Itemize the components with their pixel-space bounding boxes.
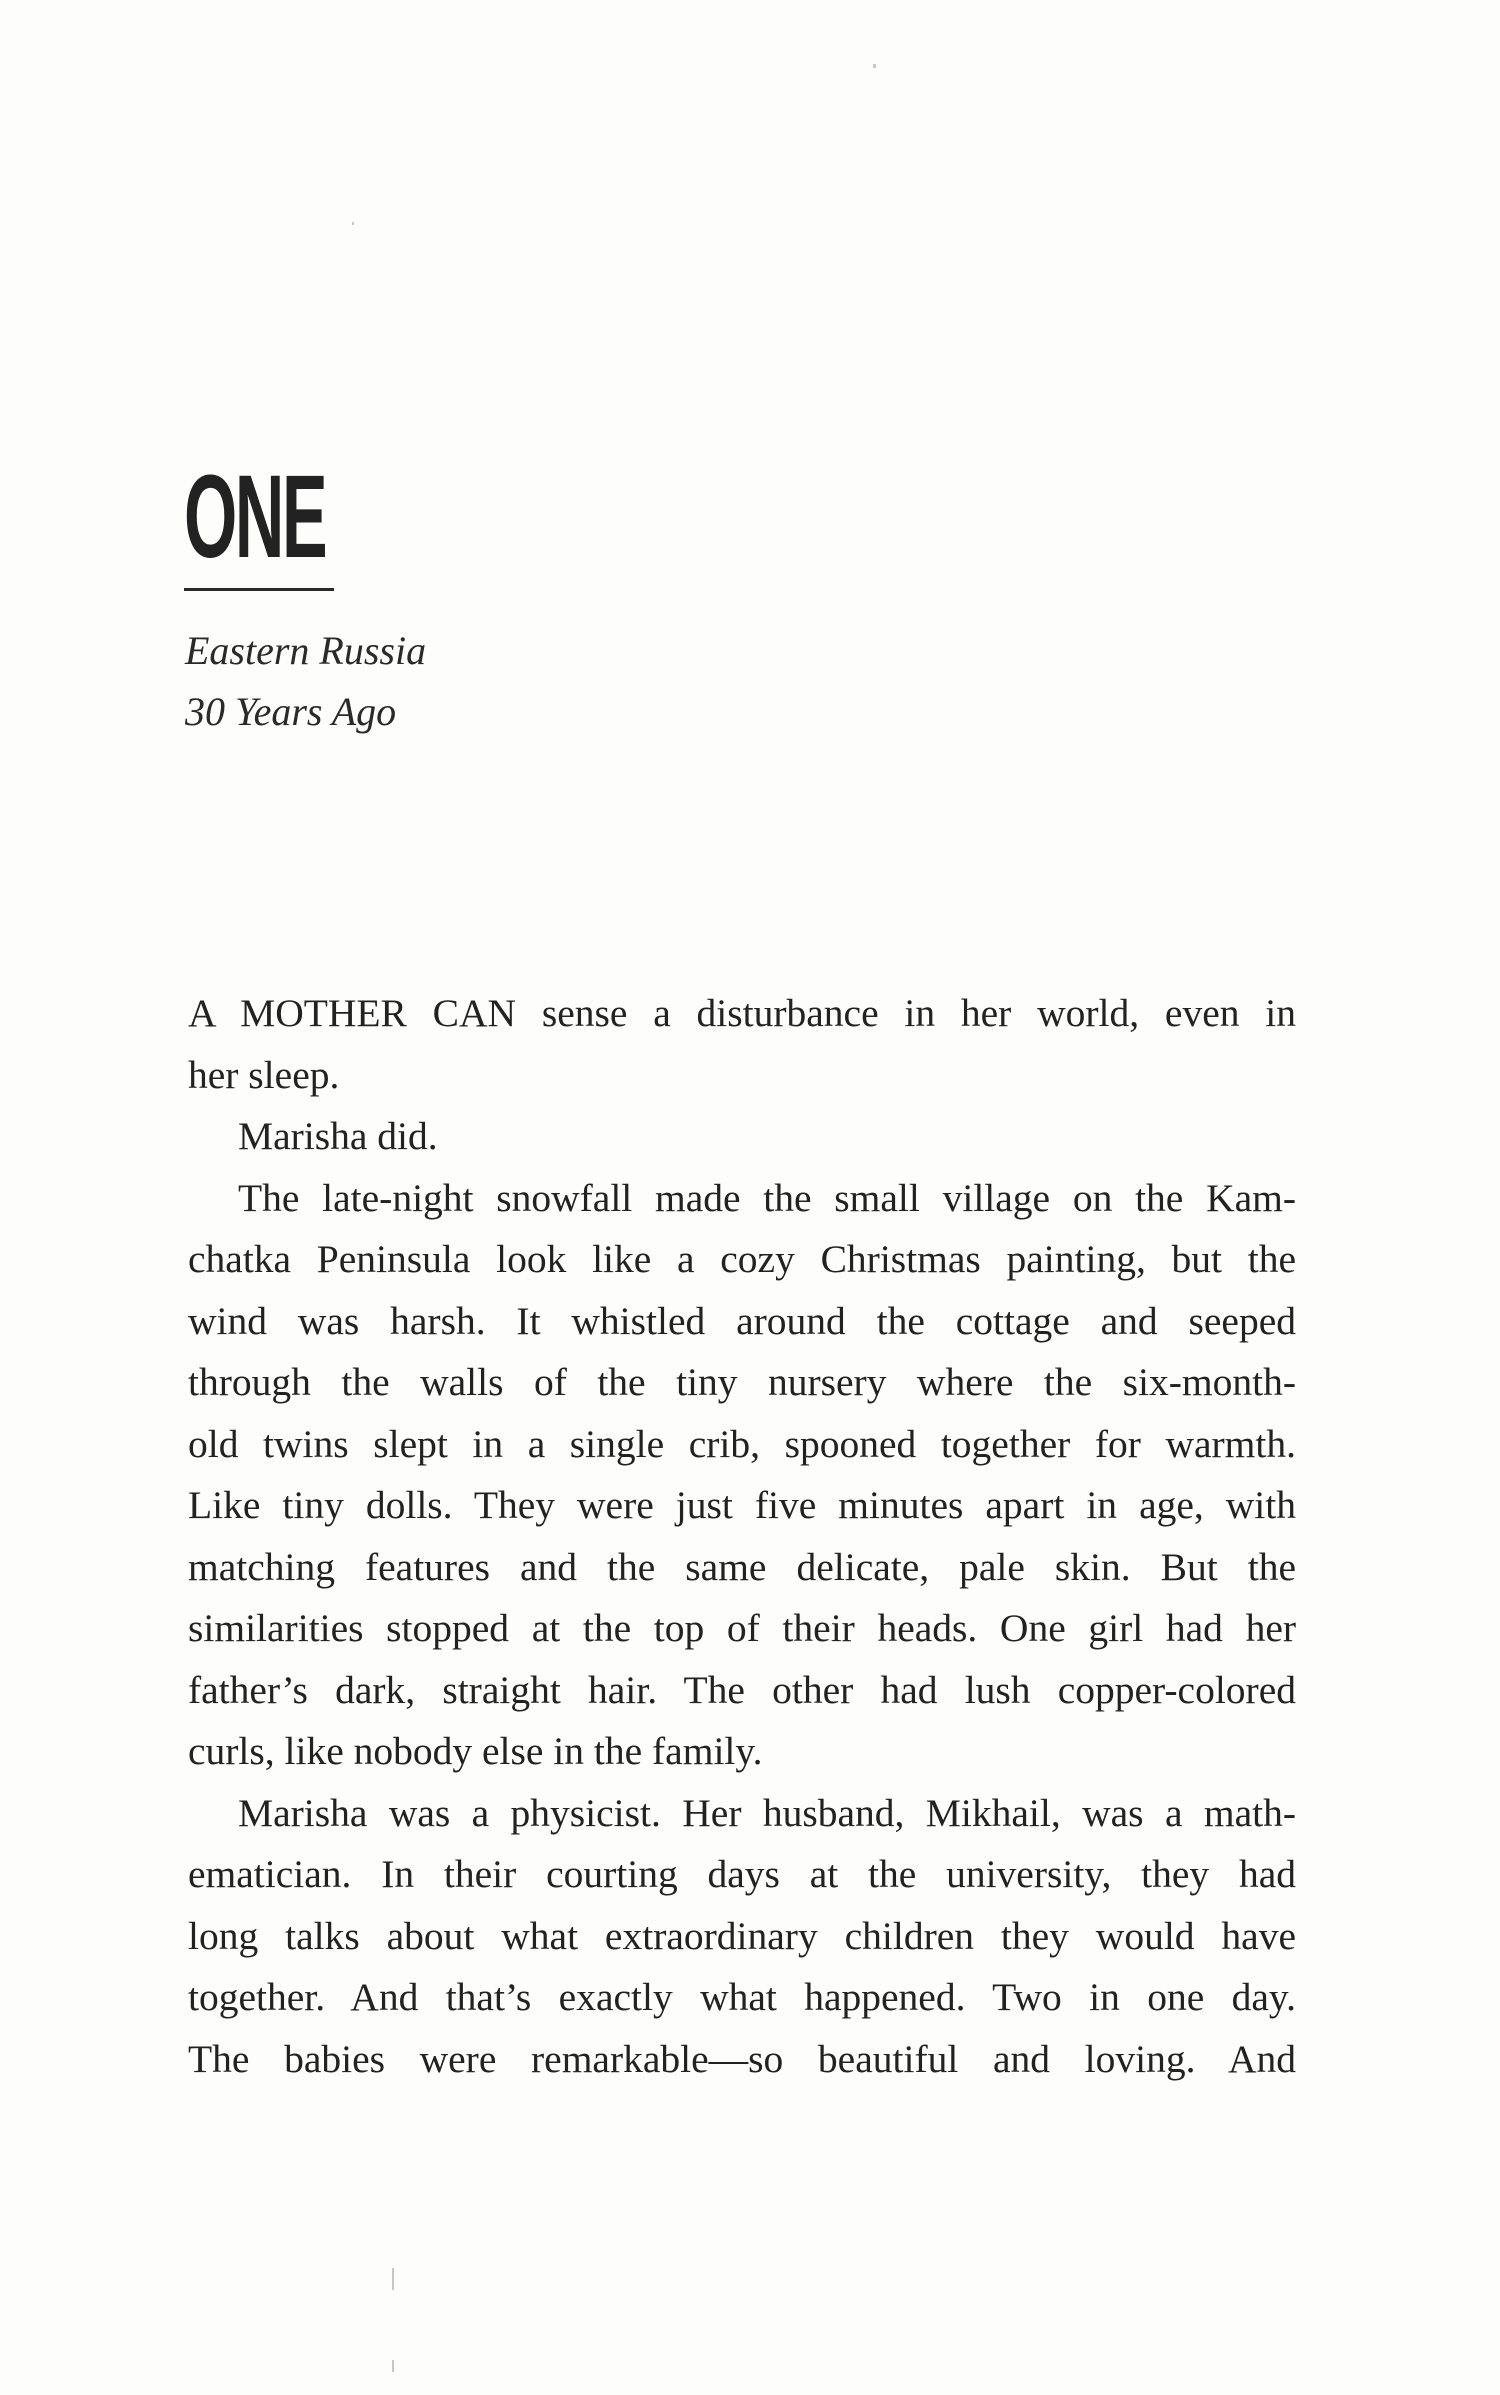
dateline bbox=[185, 620, 426, 742]
chapter-number: ONE bbox=[184, 451, 326, 583]
body-text bbox=[188, 983, 1296, 2090]
body-line: old twins slept in a single crib, spooned together for warmth. bbox=[188, 1421, 1296, 1466]
body-line: A MOTHER CAN sense a disturbance in her world, even in bbox=[188, 991, 1296, 1035]
chapter-rule bbox=[184, 588, 334, 591]
body-line: chatka Peninsula look like a cozy Christmas painting, but the bbox=[188, 1237, 1296, 1281]
body-line: through the walls of the tiny nursery where the six-month- bbox=[188, 1360, 1296, 1404]
body-line: together. And that’s exactly what happened. Two in one day. bbox=[188, 1975, 1296, 2019]
body-line: matching features and the same delicate, pale skin. But the bbox=[188, 1544, 1296, 1589]
body-line: similarities stopped at the top of their heads. One girl had her bbox=[188, 1606, 1296, 1650]
dateline-time: 30 Years Ago bbox=[185, 689, 397, 734]
body-line: Marisha did. bbox=[238, 1114, 438, 1158]
body-line: father’s dark, straight hair. The other had lush copper-colored bbox=[188, 1667, 1296, 1712]
opening-words: A MOTHER CAN bbox=[188, 991, 517, 1035]
body-line: The babies were remarkable—so beautiful and loving. And bbox=[188, 2036, 1296, 2081]
body-line: curls, like nobody else in the family. bbox=[188, 1729, 763, 1773]
body-line: ematician. In their courting days at the university, they had bbox=[188, 1852, 1296, 1896]
scan-speck bbox=[392, 2360, 394, 2372]
body-line: her sleep. bbox=[188, 1052, 340, 1097]
scan-speck bbox=[352, 222, 354, 225]
body-line: Like tiny dolls. They were just five minutes apart in age, with bbox=[188, 1483, 1296, 1527]
body-line: wind was harsh. It whistled around the cottage and seeped bbox=[188, 1298, 1296, 1343]
body-line: long talks about what extraordinary children they would have bbox=[188, 1913, 1296, 1958]
dateline-place: Eastern Russia bbox=[185, 628, 427, 673]
scan-speck bbox=[873, 64, 876, 68]
scan-speck bbox=[392, 2268, 394, 2290]
body-line: The late-night snowfall made the small village on the Kam- bbox=[238, 1175, 1296, 1220]
chapter-heading bbox=[184, 451, 336, 583]
body-line: Marisha was a physicist. Her husband, Mikhail, was a math- bbox=[238, 1790, 1296, 1835]
